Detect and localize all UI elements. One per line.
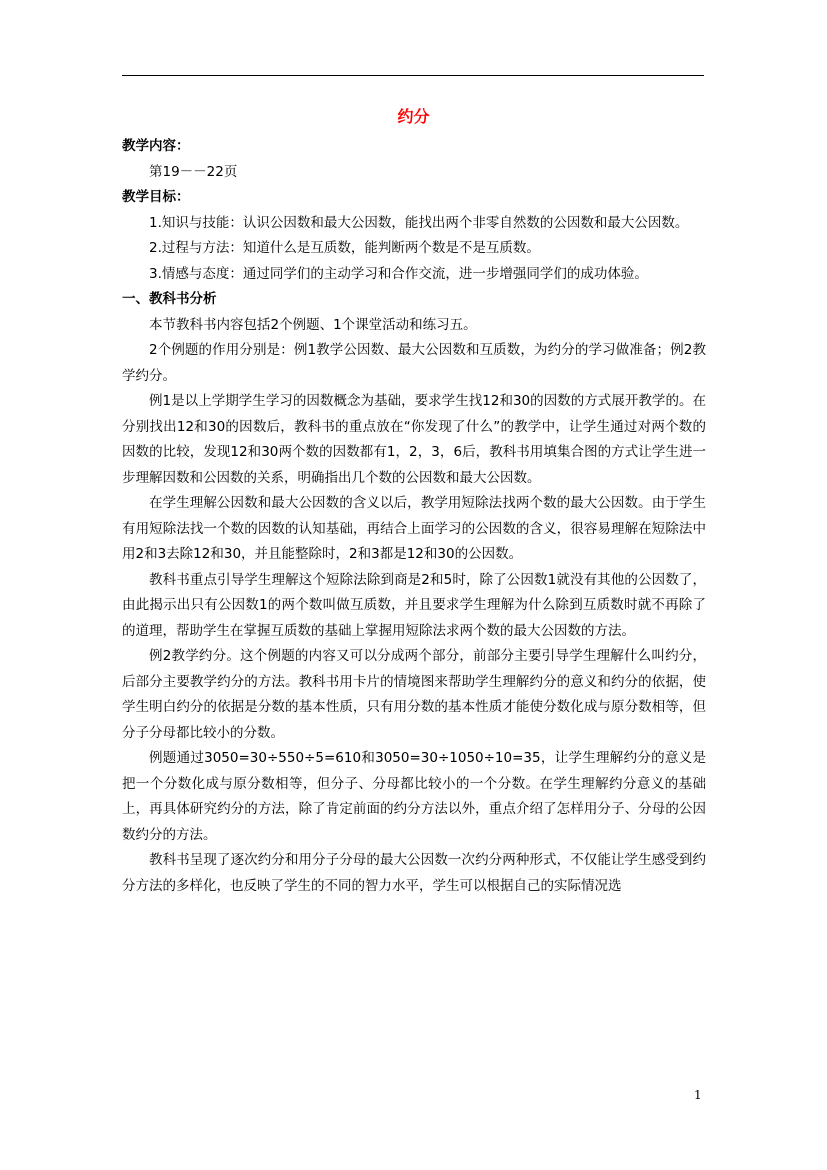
analysis-heading: 一、教科书分析 <box>122 291 217 307</box>
header-rule <box>122 75 704 76</box>
paragraph: 在学生理解公因数和最大公因数的含义以后，教学用短除法找两个数的最大公因数。由于学生有用短除法找一个数的因数的认知基础，再结合上面学习的公因数的含义，很容易理解在短除法中用2和3去除12和30，并且能整除时，2和3都是12和30的公因数。 <box>122 495 706 562</box>
paragraph: 教科书重点引导学生理解这个短除法除到商是2和5时，除了公因数1就没有其他的公因数了，由此揭示出只有公因数1的两个数叫做互质数，并且要求学生理解为什么除到互质数时就不再除了的道理，帮助学生在掌握互质数的基础上掌握用短除法求两个数的最大公因数的方法。 <box>122 571 706 639</box>
content-pages: 第19－－22页 <box>149 163 238 180</box>
paragraph: 例2教学约分。这个例题的内容又可以分成两个部分，前部分主要引导学生理解什么叫约分，后部分主要教学约分的方法。教科书用卡片的情境图来帮助学生理解约分的意义和约分的依据，使学生明白约分的依据是分数的基本性质，只有用分数的基本性质才能使分数化成与原分数相等，但分子分母都比较小的分数。 <box>122 648 706 741</box>
content-heading: 教学内容： <box>122 138 190 154</box>
goal-item-2: 2.过程与方法：知道什么是互质数，能判断两个数是不是互质数。 <box>149 240 540 256</box>
paragraph: 本节教科书内容包括2个例题、1个课堂活动和练习五。 <box>149 316 477 333</box>
page-number: 1 <box>694 1088 702 1102</box>
goal-item-1: 1.知识与技能：认识公因数和最大公因数，能找出两个非零自然数的公因数和最大公因数。 <box>149 214 689 231</box>
goal-item-3: 3.情感与态度：通过同学们的主动学习和合作交流，进一步增强同学们的成功体验。 <box>149 265 648 282</box>
goals-heading: 教学目标： <box>122 189 190 205</box>
paragraph: 2个例题的作用分别是：例1教学公因数、最大公因数和互质数，为约分的学习做准备；例2教学约分。 <box>122 342 706 384</box>
paragraph: 例题通过3050=30÷550÷5=610和3050=30÷1050÷10=35，让学生理解约分的意义是把一个分数化成与原分数相等，但分子、分母都比较小的一个分数。在学生理解约分意义的基础上，再具体研究约分的方法，除了肯定前面的约分方法以外，重点介绍了怎样用分子、分母的公因数约分的方法。 <box>122 750 706 843</box>
paragraph: 例1是以上学期学生学习的因数概念为基础，要求学生找12和30的因数的方式展开教学的。在分别找出12和30的因数后，教科书的重点放在“你发现了什么”的教学中，让学生通过对两个数的因数的比较，发现12和30两个数的因数都有1，2，3，6后，教科书用填集合图的方式让学生进一步理解因数和公因数的关系，明确指出几个数的公因数和最大公因数。 <box>122 393 706 486</box>
document-body <box>122 134 706 899</box>
paragraph: 教科书呈现了逐次约分和用分子分母的最大公因数一次约分两种形式，不仅能让学生感受到约分方法的多样化，也反映了学生的不同的智力水平，学生可以根据自己的实际情况选 <box>122 852 706 894</box>
document-title: 约分 <box>397 107 430 126</box>
